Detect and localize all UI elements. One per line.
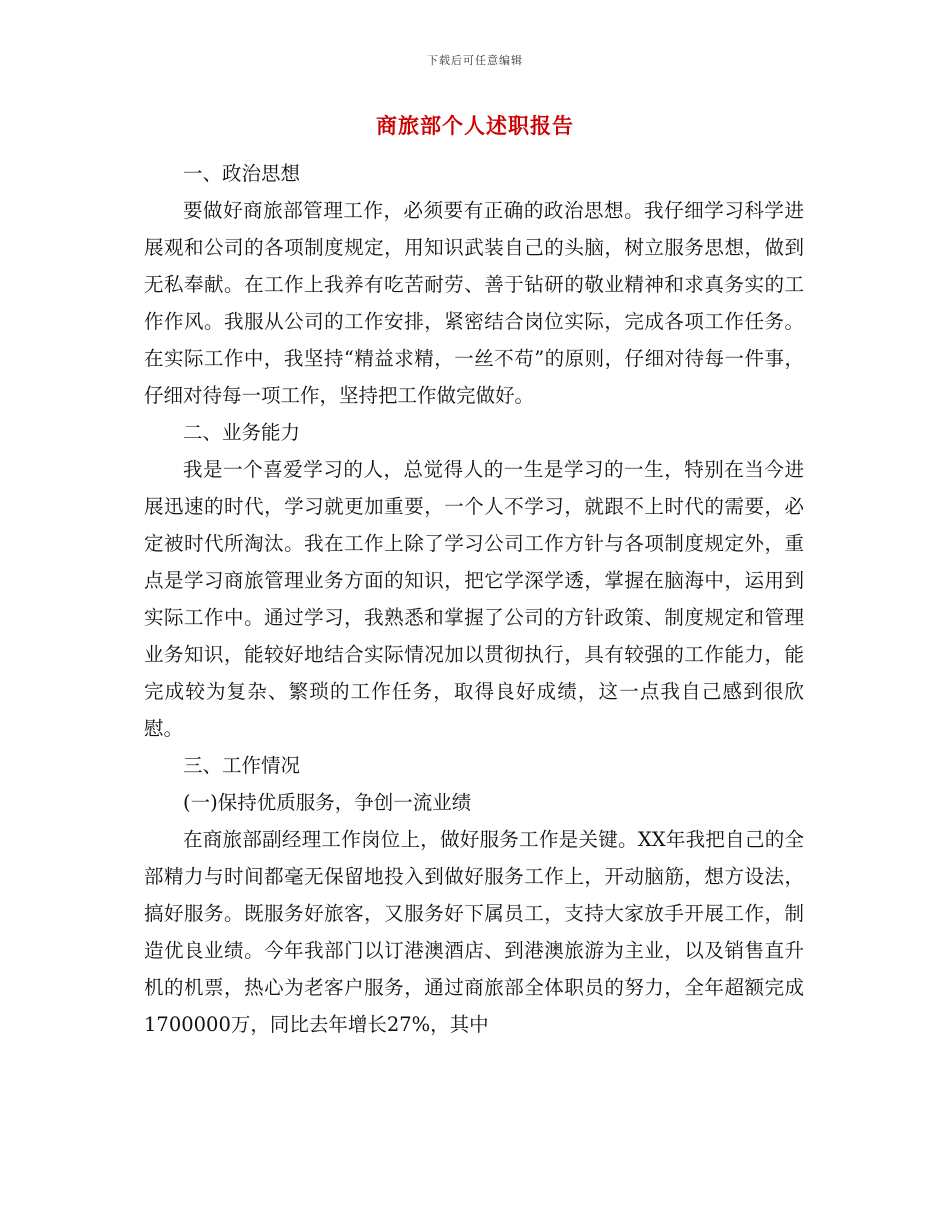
paragraph-politics: 要做好商旅部管理工作，必须要有正确的政治思想。我仔细学习科学进展观和公司的各项制度规定，用知识武装自己的头脑，树立服务思想，做到无私奉献。在工作上我养有吃苦耐劳、善于钻研的敬业精神和求真务实的工作作风。我服从公司的工作安排，紧密结合岗位实际，完成各项工作任务。在实际工作中，我坚持“精益求精，一丝不苟”的原则，仔细对待每一件事，仔细对待每一项工作，坚持把工作做完做好。 [144, 199, 804, 407]
section-heading-business-ability: 二、业务能力 [183, 421, 301, 444]
paragraph-service: 在商旅部副经理工作岗位上，做好服务工作是关键。XX年我把自己的全部精力与时间都毫无保留地投入到做好服务工作上，开动脑筋，想方设法，搞好服务。既服务好旅客，又服务好下属员工，支持大家放手开展工作，制造优良业绩。今年我部门以订港澳酒店、到港澳旅游为主业，以及销售直升机的机票，热心为老客户服务，通过商旅部全体职员的努力，全年超额完成1700000万，同比去年增长27%，其中 [144, 828, 804, 1036]
document-body [144, 155, 804, 1043]
subsection-heading-service: (一)保持优质服务，争创一流业绩 [183, 791, 472, 814]
header-note: 下载后可任意编辑 [427, 54, 523, 67]
document-title: 商旅部个人述职报告 [376, 114, 574, 138]
paragraph-business-ability: 我是一个喜爱学习的人，总觉得人的一生是学习的一生，特别在当今进展迅速的时代，学习就更加重要，一个人不学习，就跟不上时代的需要，必定被时代所淘汰。我在工作上除了学习公司工作方针与各项制度规定外，重点是学习商旅管理业务方面的知识，把它学深学透，掌握在脑海中，运用到实际工作中。通过学习，我熟悉和掌握了公司的方针政策、制度规定和管理业务知识，能较好地结合实际情况加以贯彻执行，具有较强的工作能力，能完成较为复杂、繁琐的工作任务，取得良好成绩，这一点我自己感到很欣慰。 [144, 458, 804, 740]
section-heading-work-situation: 三、工作情况 [183, 754, 301, 777]
section-heading-politics: 一、政治思想 [183, 162, 301, 185]
